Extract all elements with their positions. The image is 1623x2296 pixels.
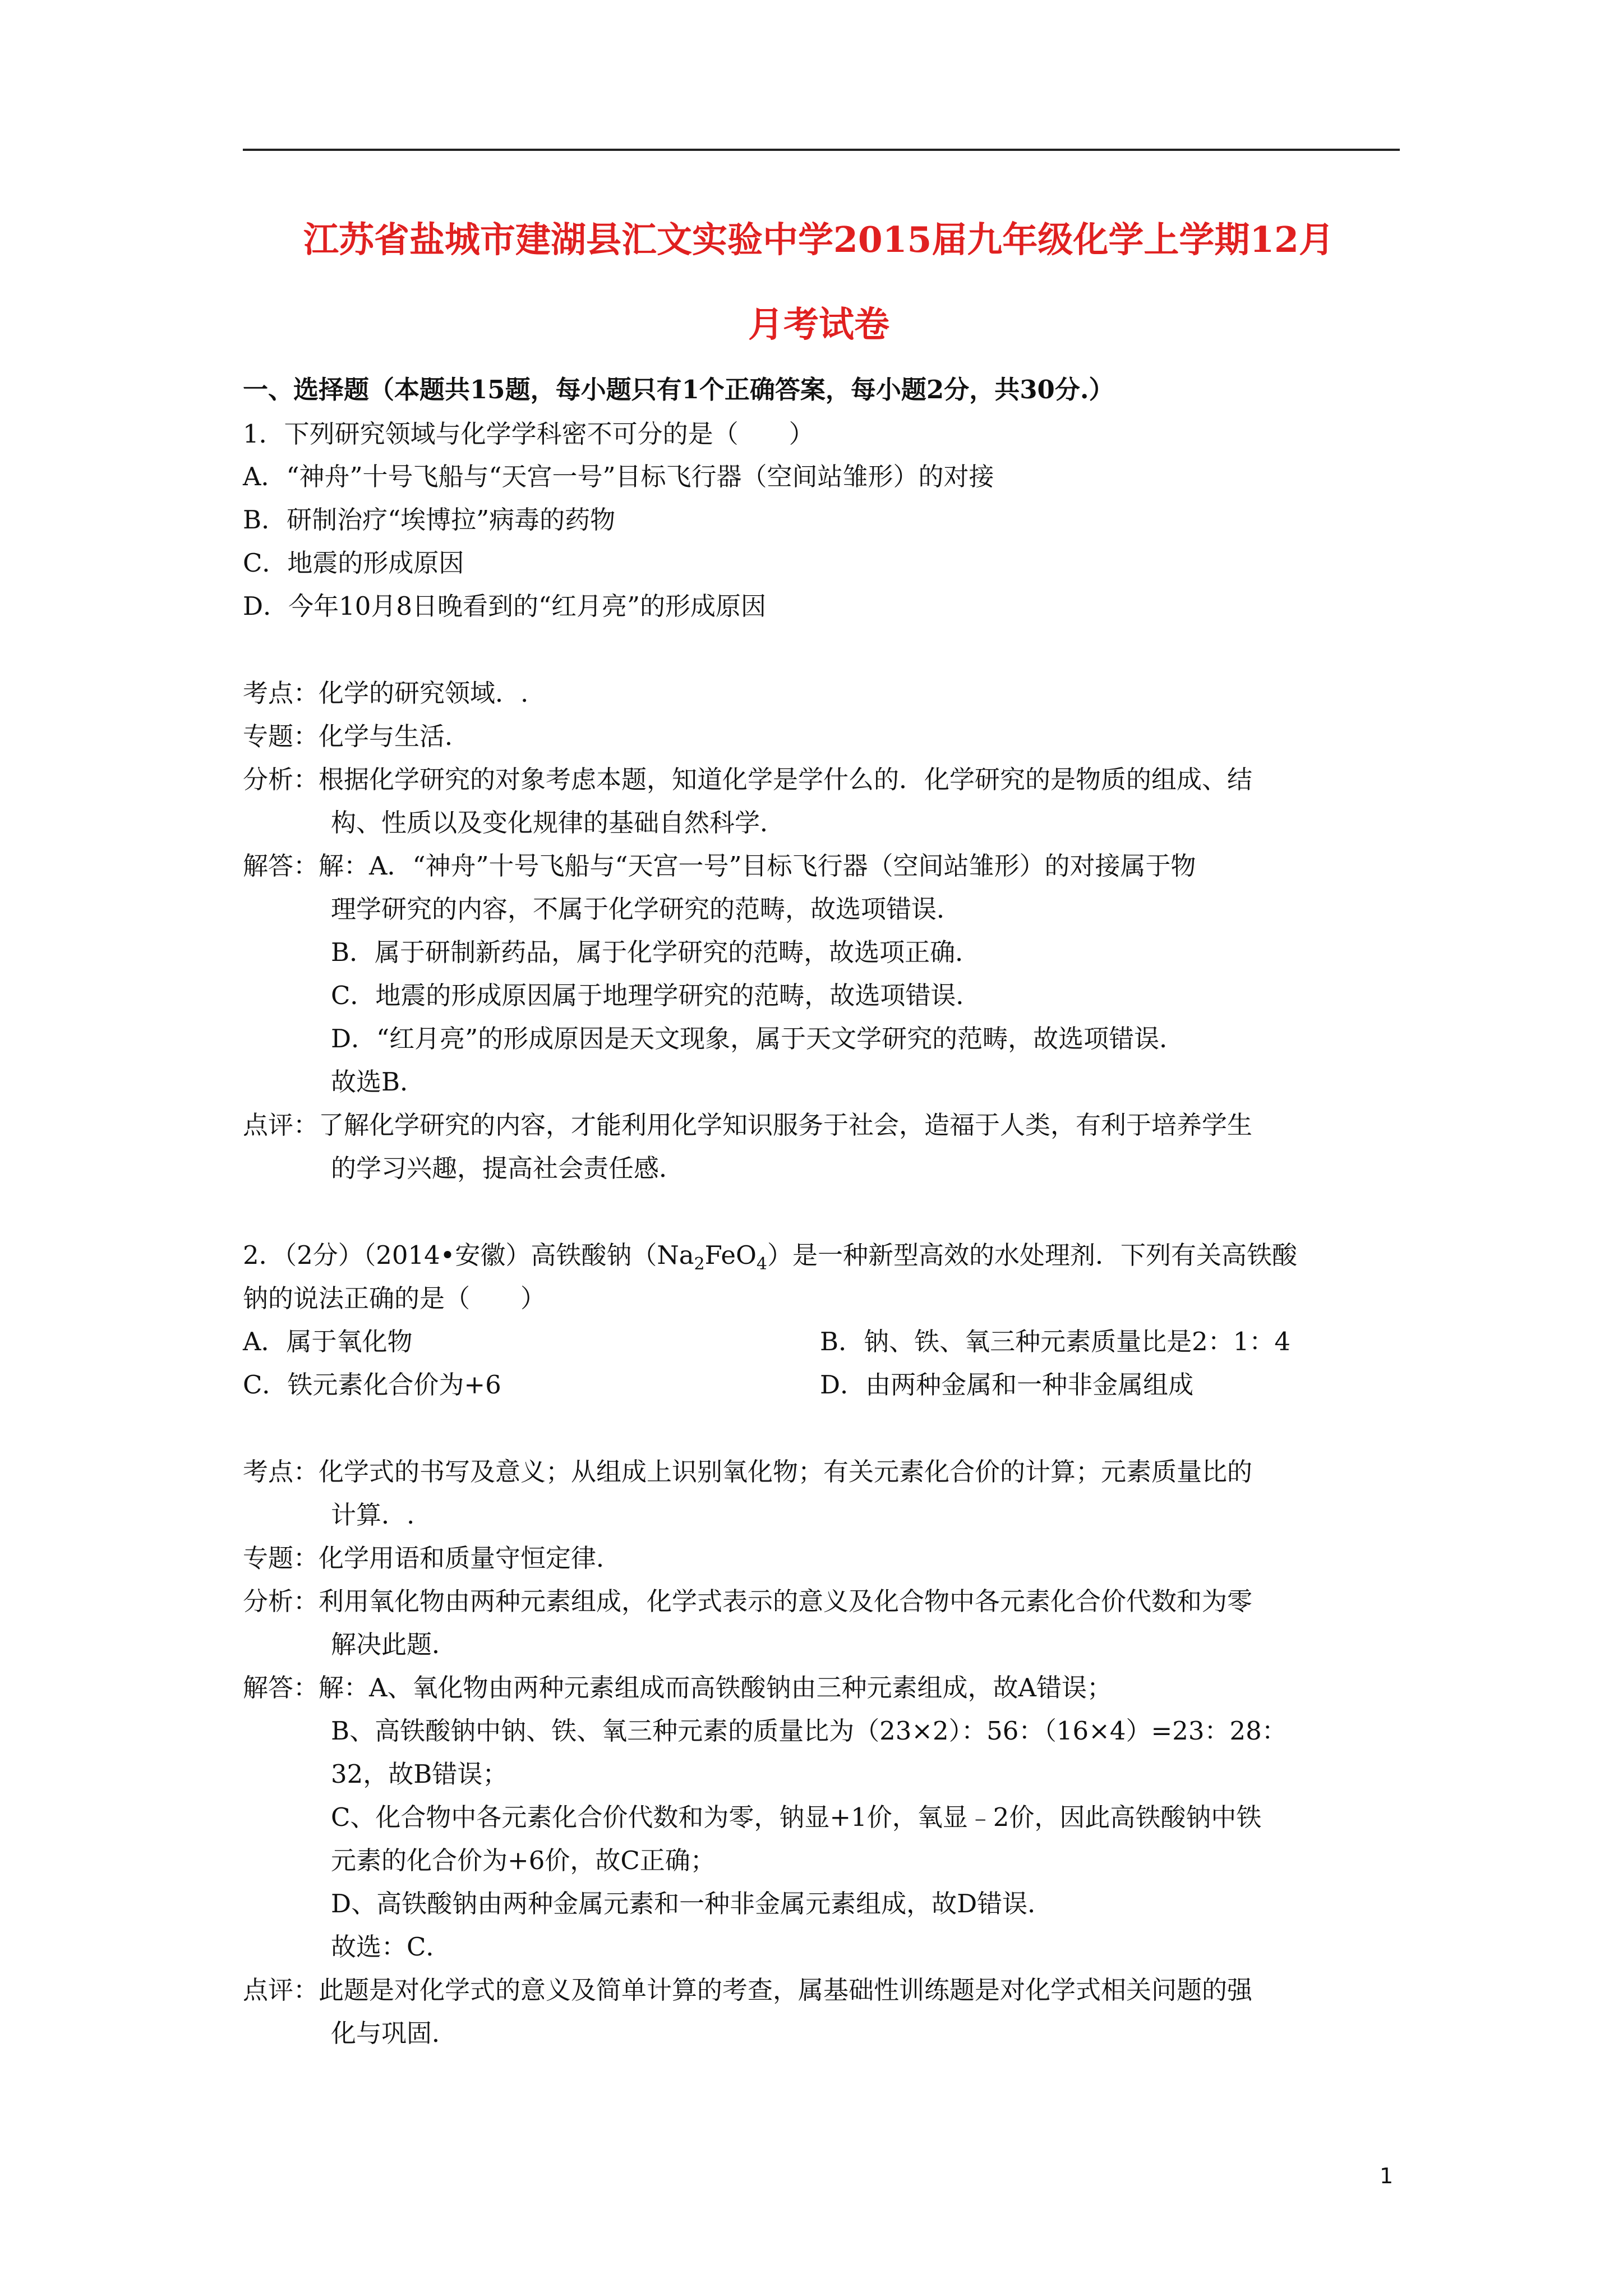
q2-jieda: 解答：解：A、氧化物由两种元素组成而高铁酸钠由三种元素组成，故A错误； [243,1673,1112,1703]
q2-stem: 2．（2分）（2014•安徽）高铁酸钠$(Na_2FeO_4)$是一种新型高效的水处理剂．下列有关高铁酸 [243,1240,1298,1274]
q2-kaodian-cont: 计算．. [331,1500,415,1530]
document-title-line1: 江苏省盐城市建湖县汇文实验中学2015届九年级化学上学期12月 [303,219,1334,260]
q2-kaodian: 考点：化学式的书写及意义；从组成上识别氧化物；有关元素化合价的计算；元素质量比的 [243,1457,1253,1487]
q2-option-b: B．钠、铁、氧三种元素质量比是2：1：4 [820,1327,1290,1356]
q2-jieda-line3: 32，故B错误； [331,1759,508,1789]
header-rule [243,149,1400,151]
q2-fenxi: 分析：利用氧化物由两种元素组成，化学式表示的意义及化合物中各元素化合价代数和为零 [243,1586,1253,1616]
q1-jieda-line4: C．地震的形成原因属于地理学研究的范畴，故选项错误． [331,981,981,1010]
q1-jieda-line3: B．属于研制新药品，属于化学研究的范畴，故选项正确． [331,937,981,967]
q2-jieda-line6: D、高铁酸钠由两种金属元素和一种非金属元素组成，故D错误． [331,1889,1053,1918]
q2-jieda-line2: B、高铁酸钠中钠、铁、氧三种元素的质量比为（23×2）：56：（16×4）=23：28： [331,1716,1287,1746]
section-heading: 一、选择题（本题共15题，每小题只有1个正确答案，每小题2分，共30分.） [243,375,1114,404]
q1-option-a: A．“神舟”十号飞船与“天宫一号”目标飞行器（空间站雏形）的对接 [243,462,994,491]
q1-zhuanti: 专题：化学与生活． [243,721,471,751]
q2-jieda-line5: 元素的化合价为+6价，故C正确； [331,1846,716,1875]
q2-jieda-line4: C、化合物中各元素化合价代数和为零，钠显+1价，氧显﹣2价，因此高铁酸钠中铁 [331,1802,1262,1832]
q1-fenxi-cont: 构、性质以及变化规律的基础自然科学． [331,808,786,838]
q1-jieda: 解答：解：A．“神舟”十号飞船与“天宫一号”目标飞行器（空间站雏形）的对接属于物 [243,851,1196,881]
q1-jieda-line5: D．“红月亮”的形成原因是天文现象，属于天文学研究的范畴，故选项错误． [331,1024,1185,1053]
q1-option-c: C．地震的形成原因 [243,548,464,578]
q2-dianping-cont: 化与巩固． [331,2018,458,2048]
q2-stem-cont: 钠的说法正确的是（ ） [243,1283,546,1313]
q2-fenxi-cont: 解决此题． [331,1630,458,1659]
q1-dianping: 点评：了解化学研究的内容，才能利用化学知识服务于社会，造福于人类，有利于培养学生 [243,1110,1253,1140]
q2-jieda-line7: 故选：C． [331,1932,451,1962]
q2-option-a: A．属于氧化物 [243,1327,413,1356]
q1-dianping-cont: 的学习兴趣，提高社会责任感． [331,1153,685,1183]
q1-jieda-line2: 理学研究的内容，不属于化学研究的范畴，故选项错误． [331,894,962,924]
q2-dianping: 点评：此题是对化学式的意义及简单计算的考查，属基础性训练题是对化学式相关问题的强 [243,1975,1253,2005]
q2-option-d: D．由两种金属和一种非金属组成 [820,1370,1194,1400]
q1-fenxi: 分析：根据化学研究的对象考虑本题，知道化学是学什么的．化学研究的是物质的组成、结 [243,765,1253,794]
q1-option-b: B．研制治疗“埃博拉”病毒的药物 [243,505,616,535]
q1-kaodian: 考点：化学的研究领域．. [243,678,529,708]
q2-option-c: C．铁元素化合价为+6 [243,1370,501,1400]
q1-jieda-line6: 故选B． [331,1067,426,1097]
document-title-line2: 月考试卷 [748,303,889,345]
q1-stem: 1．下列研究领域与化学学科密不可分的是（ ） [243,419,814,449]
page-number: 1 [1380,2164,1394,2188]
q2-zhuanti: 专题：化学用语和质量守恒定律． [243,1543,622,1573]
q1-option-d: D．今年10月8日晚看到的“红月亮”的形成原因 [243,591,766,621]
